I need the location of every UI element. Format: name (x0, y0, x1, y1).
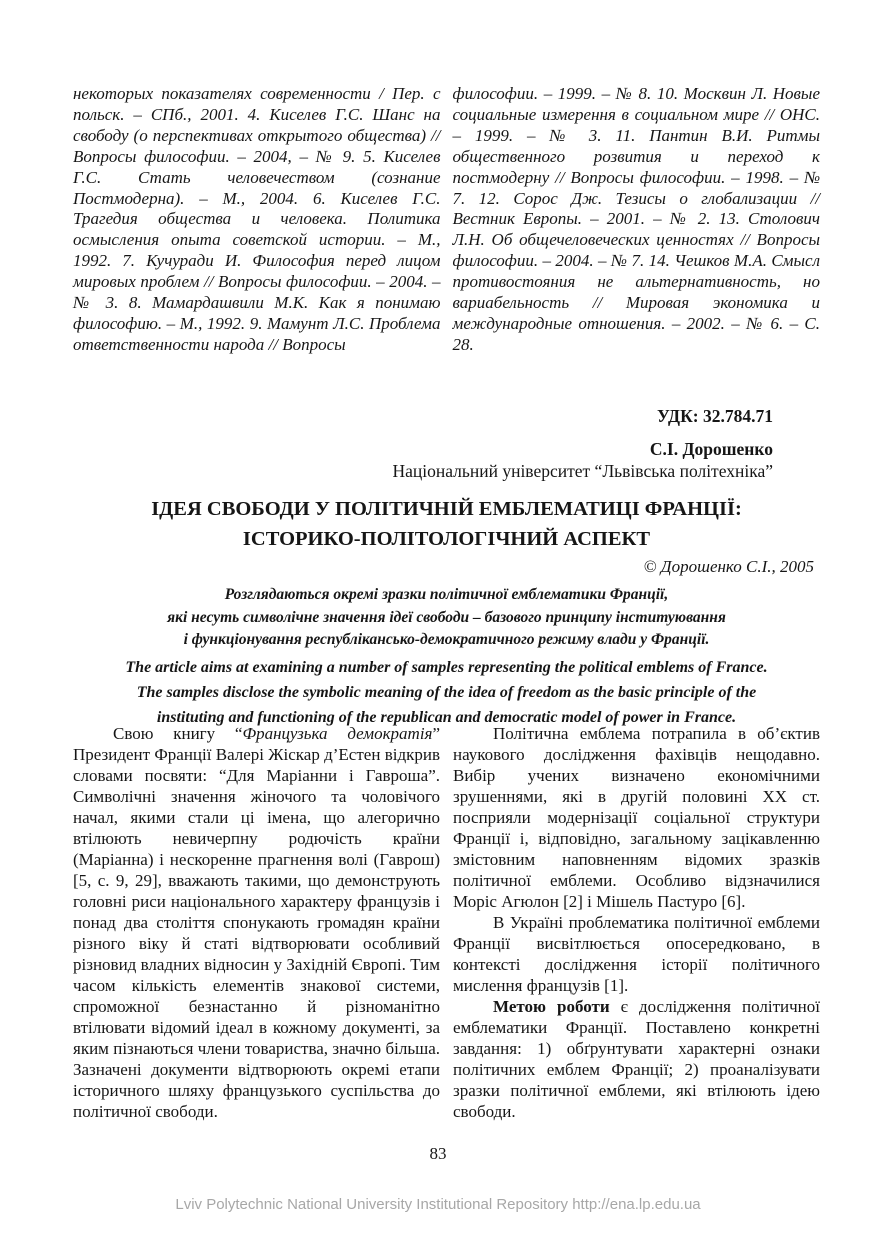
abstract-ua-line3: і функціонування республікансько-демократичного режиму влади у Франції. (183, 631, 710, 649)
abstract-ua-line2: які несуть символічне значення ідеї свободи – базового принципу інституювання (167, 608, 726, 626)
repository-footer: Lviv Polytechnic National University Institutional Repository http://ena.lp.edu.ua (175, 1196, 701, 1213)
abstract-en-line3: instituting and functioning of the republican and democratic model of power in France. (156, 709, 737, 726)
references-section (73, 84, 820, 356)
page-number: 83 (429, 1144, 447, 1163)
author-name: С.І. Дорошенко (649, 439, 773, 459)
article-body (73, 723, 820, 1122)
paragraph-text: ” Президент Франції Валері Жіскар д’Естен відкрив словами посвяти: “Для Маріанни і Гавроша”. Символічні значення жіночого та чоловічого начал, якими стали ці імена, що алегорично втілюють невичерпну родючість країни (Маріанна) і нескоренне прагнення волі (Гаврош) [5, с. 9, 29], вважають такими, що демонструють головні риси національного характеру французів і понад два століття спонукають громадян країни різного віку й статі відтворювати особливий різновид владних відносин у Західній Європі. Тим часом кількість елементів знакової системи, спроможної безнастанно й різноманітно втілювати відомий ідеал в кожному документі, за яким пізнаються члени товариства, значно більша. Зазначені документи відтворюють окремі етапи історичного шляху французького суспільства до політичної свободи. (73, 724, 440, 1121)
article-title (73, 494, 820, 554)
paragraph-text: є дослідження політичної емблематики Франції. Поставлено конкретні завдання: 1) обґрунтувати характерні ознаки політичних емблем Франції; 2) проаналізувати зразки політичної емблеми, які втілюють ідею свободи. (453, 997, 820, 1121)
abstract-en-line2: The samples disclose the symbolic meaning of the idea of freedom as the basic principle of the (136, 684, 757, 701)
body-left-column (73, 723, 440, 1122)
abstract-english (73, 655, 820, 730)
copyright-line: © Дорошенко С.І., 2005 (643, 557, 814, 576)
body-paragraph-aim (453, 996, 820, 1122)
paragraph-text: Свою книгу “ (113, 724, 243, 743)
references-right-column: философии. – 1999. – № 8. 10. Москвин Л. Новые социальные измерення в социальном мире // ОНС. – 1999. – № 3. 11. Пантин В.И. Ритмы общественного розвития и переход к постмодерну // Вопросы философии. – 1998. – № 7. 12. Сорос Дж. Тезисы о глобализации // Вестник Европы. – 2001. – № 2. 13. Столович Л.Н. Об общечеловеческих ценностях // Вопросы философии. – 2004. – № 7. 14. Чешков М.А. Смысл противостояния не альтернативность, но вариабельность // Мировая экономика и международные отношения. – 2002. – № 6. – С. 28. (452, 84, 820, 354)
book-title-italic: Французька демократія (242, 724, 433, 743)
body-paragraph-research-context: Політична емблема потрапила в об’єктив наукового дослідження фахівців нещодавно. Вибір учених визначено економічними зрушеннями, які в другій половині ХХ ст. посприяли модернізації соціальної структури Франції і, відповідно, загальному зацікавленню змістовним наповненням відомих зразків політичної емблеми. Особливо відзначилися Моріс Агюлон [2] і Мішель Пастуро [6]. (453, 724, 820, 911)
author-affiliation: Національний університет “Львівська політехніка” (392, 461, 773, 481)
body-paragraph-ukraine-context: В Україні проблематика політичної емблеми Франції висвітлюється опосередковано, в контексті дослідження історії політичного мислення французів [1]. (453, 913, 820, 995)
abstract-en-line1: The article aims at examining a number of samples representing the political emblems of France. (125, 659, 768, 676)
article-title-line2: ІСТОРИКО-ПОЛІТОЛОГІЧНИЙ АСПЕКТ (242, 528, 651, 550)
references-left-column: некоторых показателях современности / Пер. с польск. – СПб., 2001. 4. Киселев Г.С. Шанс на свободу (о перспективах открытого общества) // Вопросы философии. – 2004, – № 9. 5. Киселев Г.С. Стать человечеством (сознание Постмодерна). – М., 2004. 6. Киселев Г.С. Трагедия общества и человека. Политика осмысления опыта советской истории. – М., 1992. 7. Кучуради И. Философия перед лицом мировых проблем // Вопросы философии. – 2004. – № 3. 8. Мамардашвили М.К. Как я понимаю философию. – М., 1992. 9. Мамунт Л.С. Проблема ответственности народа // Вопросы (73, 84, 441, 354)
abstract-ukrainian (73, 584, 820, 652)
body-right-column (453, 723, 820, 1122)
article-title-line1: ІДЕЯ СВОБОДИ У ПОЛІТИЧНІЙ ЕМБЛЕМАТИЦІ ФРАНЦІЇ: (151, 498, 742, 520)
body-paragraph-intro (73, 723, 440, 1122)
article-meta-block (73, 405, 820, 482)
abstract-ua-line1: Розглядаються окремі зразки політичної емблематики Франції, (224, 586, 669, 603)
udc-code: УДК: 32.784.71 (656, 406, 773, 426)
aim-lead-bold: Метою роботи (493, 997, 610, 1016)
